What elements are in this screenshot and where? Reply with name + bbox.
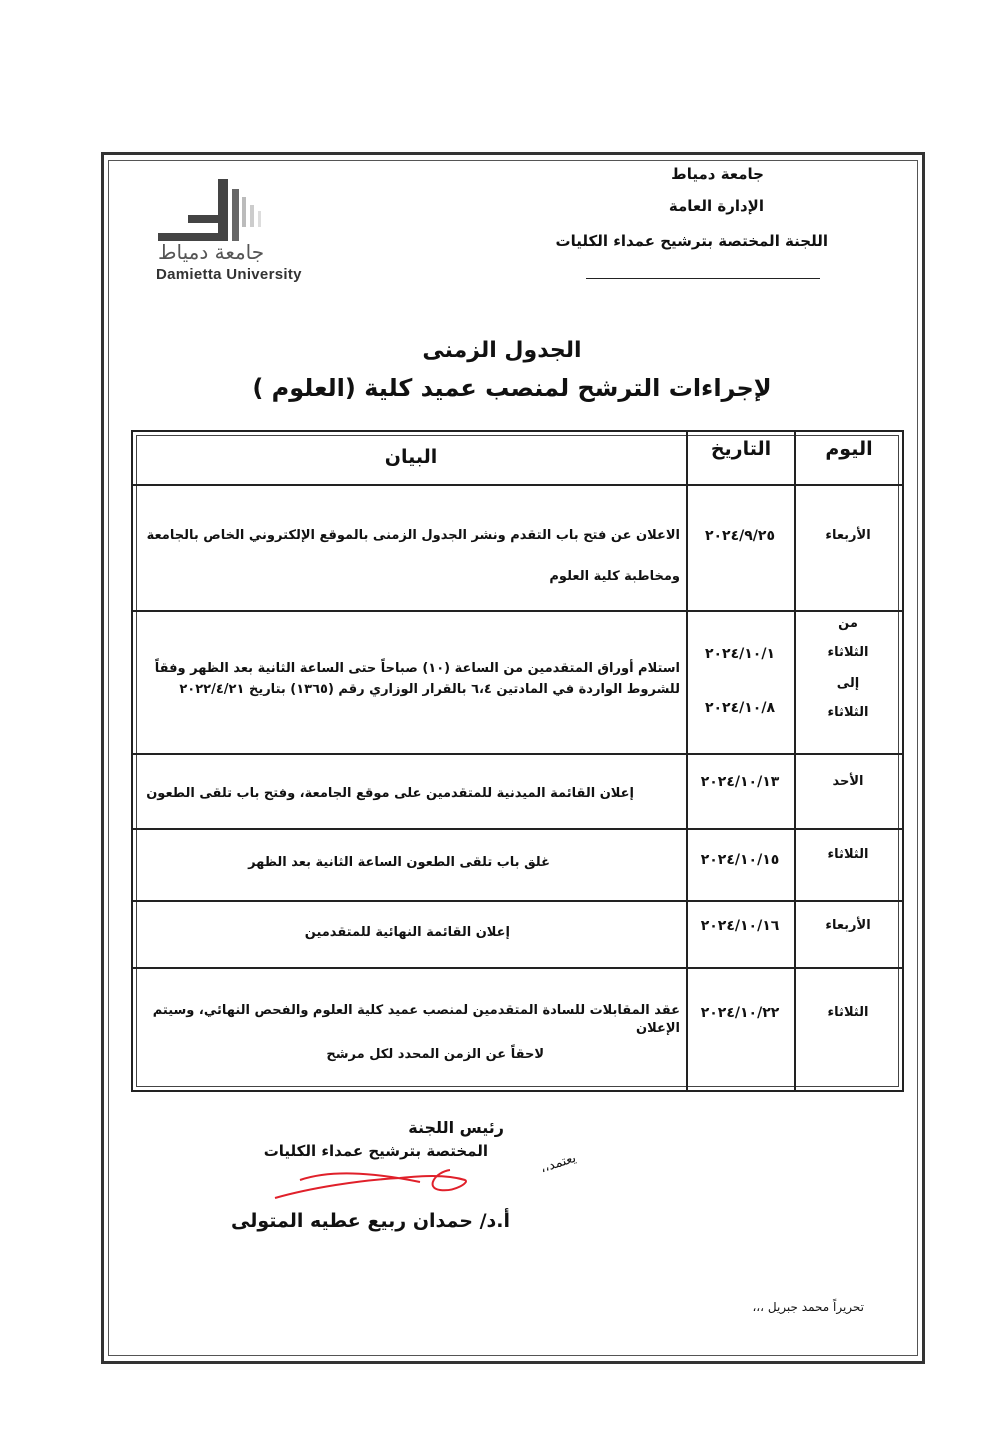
row2-date1: ٢٠٢٤/١٠/١ — [704, 646, 776, 662]
row6-date: ٢٠٢٤/١٠/٢٢ — [700, 1005, 780, 1021]
row-divider — [131, 610, 904, 612]
row5-date: ٢٠٢٤/١٠/١٦ — [700, 918, 780, 934]
header-underline — [586, 278, 820, 279]
row-divider — [131, 900, 904, 902]
committee-head-title: رئيس اللجنة — [408, 1118, 504, 1137]
row3-desc: إعلان القائمة الميدنية للمتقدمين على موقع الجامعة، وفتح باب تلقى الطعون — [146, 786, 634, 801]
row6-day: الثلاثاء — [827, 1005, 869, 1020]
row5-desc: إعلان القائمة النهائية للمتقدمين — [304, 925, 510, 940]
row6-desc-line2: لاحقاً عن الزمن المحدد لكل مرشح — [326, 1047, 544, 1062]
row2-date2: ٢٠٢٤/١٠/٨ — [704, 700, 776, 716]
signatory-name: أ.د/ حمدان ربيع عطيه المتولى — [231, 1210, 510, 1232]
committee-name: اللجنة المختصة بترشيح عمداء الكليات — [555, 232, 828, 250]
row3-day: الأحد — [832, 774, 864, 789]
row1-date: ٢٠٢٤/٩/٢٥ — [704, 528, 776, 544]
row1-day: الأربعاء — [825, 528, 871, 543]
row4-date: ٢٠٢٤/١٠/١٥ — [700, 852, 780, 868]
handwritten-signature — [270, 1158, 480, 1208]
row5-day: الأربعاء — [825, 918, 871, 933]
row1-desc-line1: الاعلان عن فتح باب التقدم ونشر الجدول الزمنى بالموقع الإلكتروني الخاص بالجامعة — [146, 528, 680, 543]
row2-day1: الثلاثاء — [827, 645, 869, 660]
logo-arabic-text: جامعة دمياط — [158, 240, 265, 264]
row-divider — [131, 753, 904, 755]
university-name: جامعة دمياط — [671, 165, 764, 183]
row-divider — [131, 484, 904, 486]
row-divider — [131, 967, 904, 969]
row2-day-to: إلى — [836, 676, 860, 691]
row2-day-from: من — [838, 616, 858, 631]
row2-desc-line1: استلام أوراق المتقدمين من الساعة (١٠) صباحاً حتى الساعة الثانية بعد الظهر وفقاً — [154, 661, 680, 676]
written-by-note: تحريراً محمد جبريل ،،، — [752, 1300, 864, 1314]
approval-note: يعتمد،، — [538, 1150, 578, 1177]
row-divider — [131, 828, 904, 830]
logo-english-text: Damietta University — [156, 266, 302, 283]
header-day: اليوم — [825, 438, 873, 460]
document-subtitle: لإجراءات الترشح لمنصب عميد كلية (العلوم ) — [252, 374, 772, 402]
committee-head-subtitle: المختصة بترشيح عمداء الكليات — [263, 1142, 488, 1160]
row6-desc-line1: عقد المقابلات للسادة المتقدمين لمنصب عميد كلية العلوم والفحص النهائي، وسيتم الإعلان — [152, 1003, 680, 1036]
row2-desc-line2: للشروط الواردة في المادتين ٦،٤ بالقرار الوزاري رقم (١٣٦٥) بتاريخ ٢٠٢٢/٤/٢١ — [179, 682, 680, 697]
administration-name: الإدارة العامة — [668, 197, 764, 215]
row1-desc-line2: ومخاطبة كلية العلوم — [549, 569, 680, 584]
row3-date: ٢٠٢٤/١٠/١٣ — [700, 774, 780, 790]
document-title: الجدول الزمنى — [422, 338, 582, 363]
row2-day2: الثلاثاء — [827, 705, 869, 720]
header-description: البيان — [384, 446, 438, 468]
row4-desc: غلق باب تلقى الطعون الساعة الثانية بعد الظهر — [248, 855, 550, 870]
header-date: التاريخ — [710, 438, 772, 460]
row4-day: الثلاثاء — [827, 847, 869, 862]
